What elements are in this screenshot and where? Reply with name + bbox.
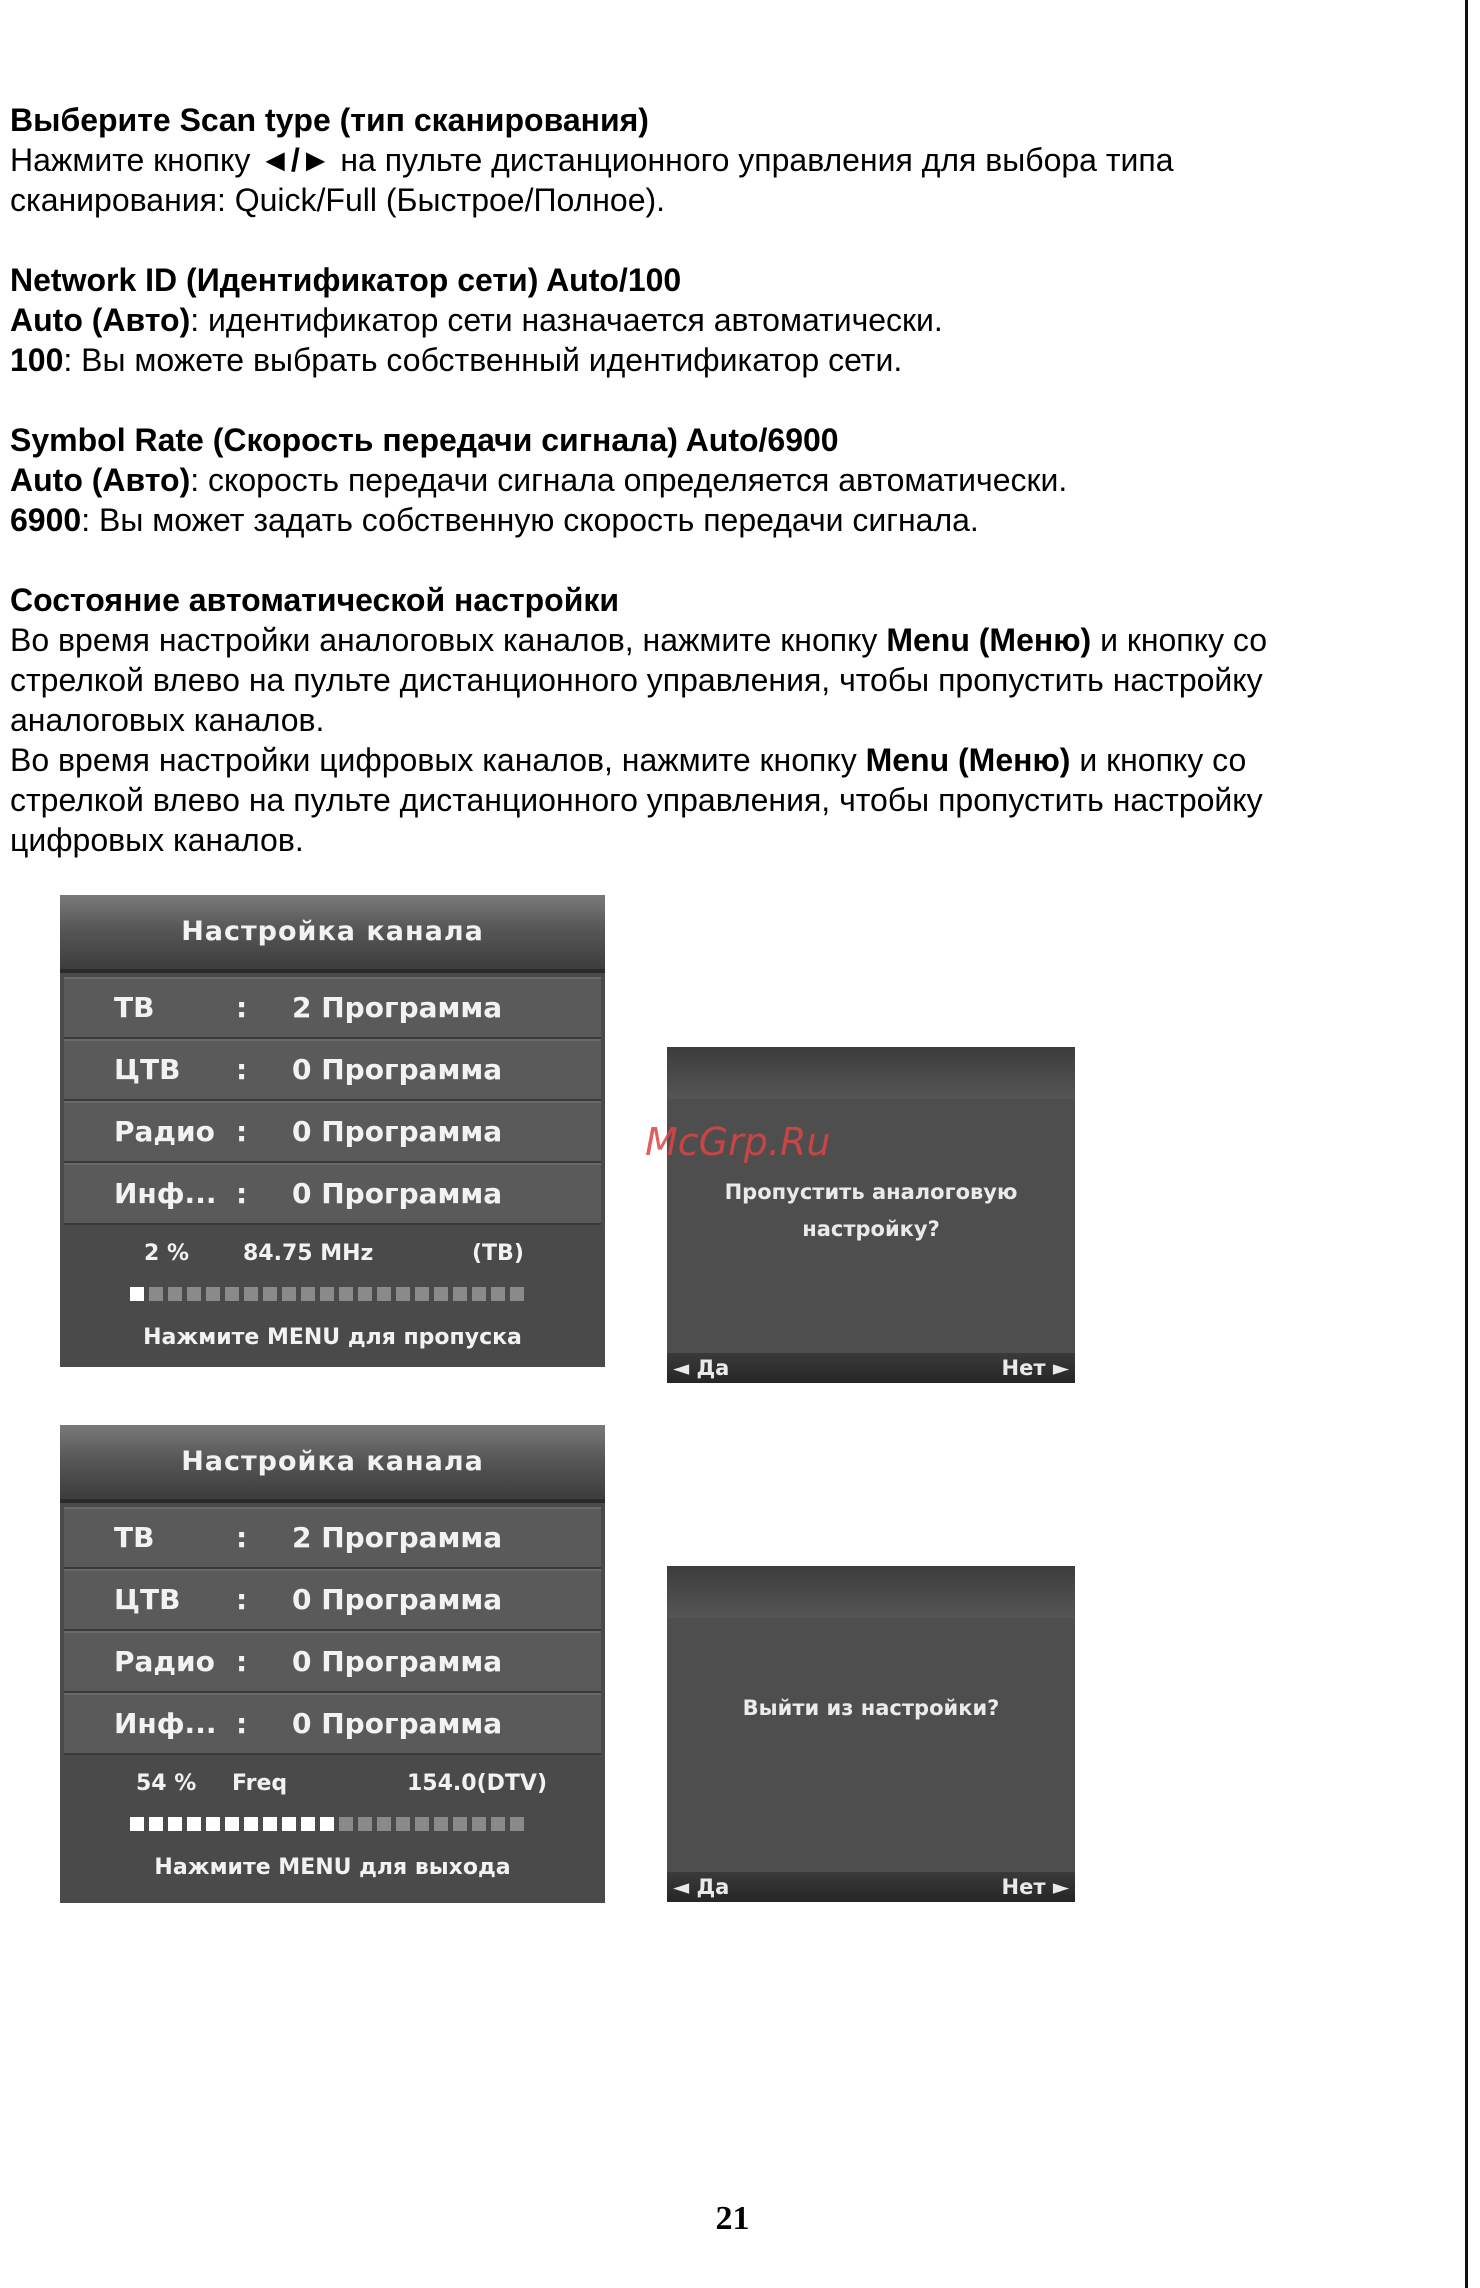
progress-segment xyxy=(415,1287,429,1301)
progress-segment xyxy=(149,1817,163,1831)
watermark: McGrp.Ru xyxy=(645,1120,831,1164)
progress-segment xyxy=(282,1287,296,1301)
channel-row-dtv: ЦТВ : 0 Программа xyxy=(64,1039,601,1101)
dialog-buttons xyxy=(667,1872,1075,1902)
progress-segment xyxy=(130,1287,144,1301)
scan-frequency: 84.75 MHz xyxy=(243,1241,374,1266)
progress-segment xyxy=(491,1817,505,1831)
network-id-auto: Auto (Авто): идентификатор сети назначается автоматически. xyxy=(10,302,943,338)
progress-segment xyxy=(339,1817,353,1831)
channel-row-radio: Радио : 0 Программа xyxy=(64,1631,601,1693)
page-border-rule xyxy=(1465,0,1468,2288)
panel-title: Настройка канала xyxy=(60,1425,605,1503)
page-number: 21 xyxy=(715,2200,750,2237)
auto-tuning-p1-line3: аналоговых каналов. xyxy=(10,702,325,738)
scan-frequency: Freq xyxy=(232,1771,288,1796)
auto-tuning-heading: Состояние автоматической настройки xyxy=(10,582,620,618)
channel-row-tv: ТВ : 2 Программа xyxy=(64,977,601,1039)
symbol-rate-auto: Auto (Авто): скорость передачи сигнала определяется автоматически. xyxy=(10,462,1068,498)
channel-row-tv: ТВ : 2 Программа xyxy=(64,1507,601,1569)
progress-segment xyxy=(130,1817,144,1831)
manual-text xyxy=(10,100,1430,860)
channel-row-radio: Радио : 0 Программа xyxy=(64,1101,601,1163)
left-right-arrows-icon: ◄/► xyxy=(259,142,332,178)
progress-segment xyxy=(434,1817,448,1831)
auto-tuning-p1-line2: стрелкой влево на пульте дистанционного управления, чтобы пропустить настройку xyxy=(10,662,1263,698)
progress-segment xyxy=(301,1287,315,1301)
progress-segment xyxy=(396,1817,410,1831)
exit-hint: Нажмите MENU для выхода xyxy=(154,1855,511,1880)
auto-tuning-p2-line1: Во время настройки цифровых каналов, нажмите кнопку Menu (Меню) и кнопку со xyxy=(10,742,1247,778)
network-id-value: 100: Вы можете выбрать собственный идентификатор сети. xyxy=(10,342,903,378)
progress-segment xyxy=(244,1817,258,1831)
dialog-buttons xyxy=(667,1353,1075,1383)
progress-segment xyxy=(472,1287,486,1301)
skip-hint: Нажмите MENU для пропуска xyxy=(143,1325,522,1350)
scan-mode: 154.0(DTV) xyxy=(407,1771,547,1796)
panel-title: Настройка канала xyxy=(60,895,605,973)
dialog-message: Выйти из настройки? xyxy=(742,1696,1000,1720)
exit-tuning-dialog xyxy=(667,1566,1075,1902)
progress-segment xyxy=(320,1287,334,1301)
progress-segment xyxy=(453,1817,467,1831)
progress-segment xyxy=(472,1817,486,1831)
progress-segment xyxy=(168,1817,182,1831)
auto-tuning-p1-line1: Во время настройки аналоговых каналов, нажмите кнопку Menu (Меню) и кнопку со xyxy=(10,622,1268,658)
auto-tuning-p2-line3: цифровых каналов. xyxy=(10,822,304,858)
progress-segment xyxy=(510,1287,524,1301)
progress-segment xyxy=(263,1817,277,1831)
scan-progress-bar xyxy=(130,1287,524,1301)
progress-segment xyxy=(263,1287,277,1301)
symbol-rate-heading: Symbol Rate (Скорость передачи сигнала) Auto/6900 xyxy=(10,422,839,458)
scan-type-line1: Нажмите кнопку ◄/► на пульте дистанционного управления для выбора типа xyxy=(10,142,1174,178)
progress-segment xyxy=(320,1817,334,1831)
progress-segment xyxy=(225,1287,239,1301)
progress-segment xyxy=(244,1287,258,1301)
progress-segment xyxy=(358,1287,372,1301)
progress-segment xyxy=(377,1287,391,1301)
progress-segment xyxy=(339,1287,353,1301)
channel-row-info: Инф... : 0 Программа xyxy=(64,1693,601,1755)
channel-row-info: Инф... : 0 Программа xyxy=(64,1163,601,1225)
scan-status-line xyxy=(60,1239,605,1269)
progress-segment xyxy=(510,1817,524,1831)
progress-segment xyxy=(434,1287,448,1301)
scan-status-line xyxy=(60,1769,605,1799)
scan-type-heading: Выберите Scan type (тип сканирования) xyxy=(10,102,649,138)
progress-segment xyxy=(301,1817,315,1831)
yes-button[interactable]: ◄ Да xyxy=(673,1356,730,1380)
progress-segment xyxy=(168,1287,182,1301)
progress-segment xyxy=(491,1287,505,1301)
progress-segment xyxy=(453,1287,467,1301)
no-button[interactable]: Нет ► xyxy=(1001,1356,1069,1380)
scan-percent: 54 % xyxy=(136,1771,197,1796)
progress-segment xyxy=(225,1817,239,1831)
network-id-heading: Network ID (Идентификатор сети) Auto/100 xyxy=(10,262,682,298)
dialog-header xyxy=(667,1566,1075,1618)
progress-segment xyxy=(206,1817,220,1831)
progress-segment xyxy=(206,1287,220,1301)
progress-segment xyxy=(187,1817,201,1831)
skip-analog-dialog xyxy=(667,1047,1075,1383)
scan-progress-bar xyxy=(130,1817,524,1831)
progress-segment xyxy=(415,1817,429,1831)
progress-segment xyxy=(358,1817,372,1831)
progress-segment xyxy=(282,1817,296,1831)
auto-tuning-p2-line2: стрелкой влево на пульте дистанционного управления, чтобы пропустить настройку xyxy=(10,782,1263,818)
progress-segment xyxy=(149,1287,163,1301)
channel-row-dtv: ЦТВ : 0 Программа xyxy=(64,1569,601,1631)
progress-segment xyxy=(377,1817,391,1831)
scan-percent: 2 % xyxy=(144,1241,190,1266)
no-button[interactable]: Нет ► xyxy=(1001,1875,1069,1899)
scan-mode: (ТВ) xyxy=(472,1241,524,1266)
scan-type-line2: сканирования: Quick/Full (Быстрое/Полное). xyxy=(10,182,666,218)
dialog-message: Пропустить аналоговую настройку? xyxy=(724,1180,1018,1241)
yes-button[interactable]: ◄ Да xyxy=(673,1875,730,1899)
progress-segment xyxy=(187,1287,201,1301)
channel-tuning-panel-digital xyxy=(60,1425,605,1903)
dialog-header xyxy=(667,1047,1075,1099)
symbol-rate-value: 6900: Вы может задать собственную скорость передачи сигнала. xyxy=(10,502,979,538)
progress-segment xyxy=(396,1287,410,1301)
channel-tuning-panel-analog xyxy=(60,895,605,1367)
